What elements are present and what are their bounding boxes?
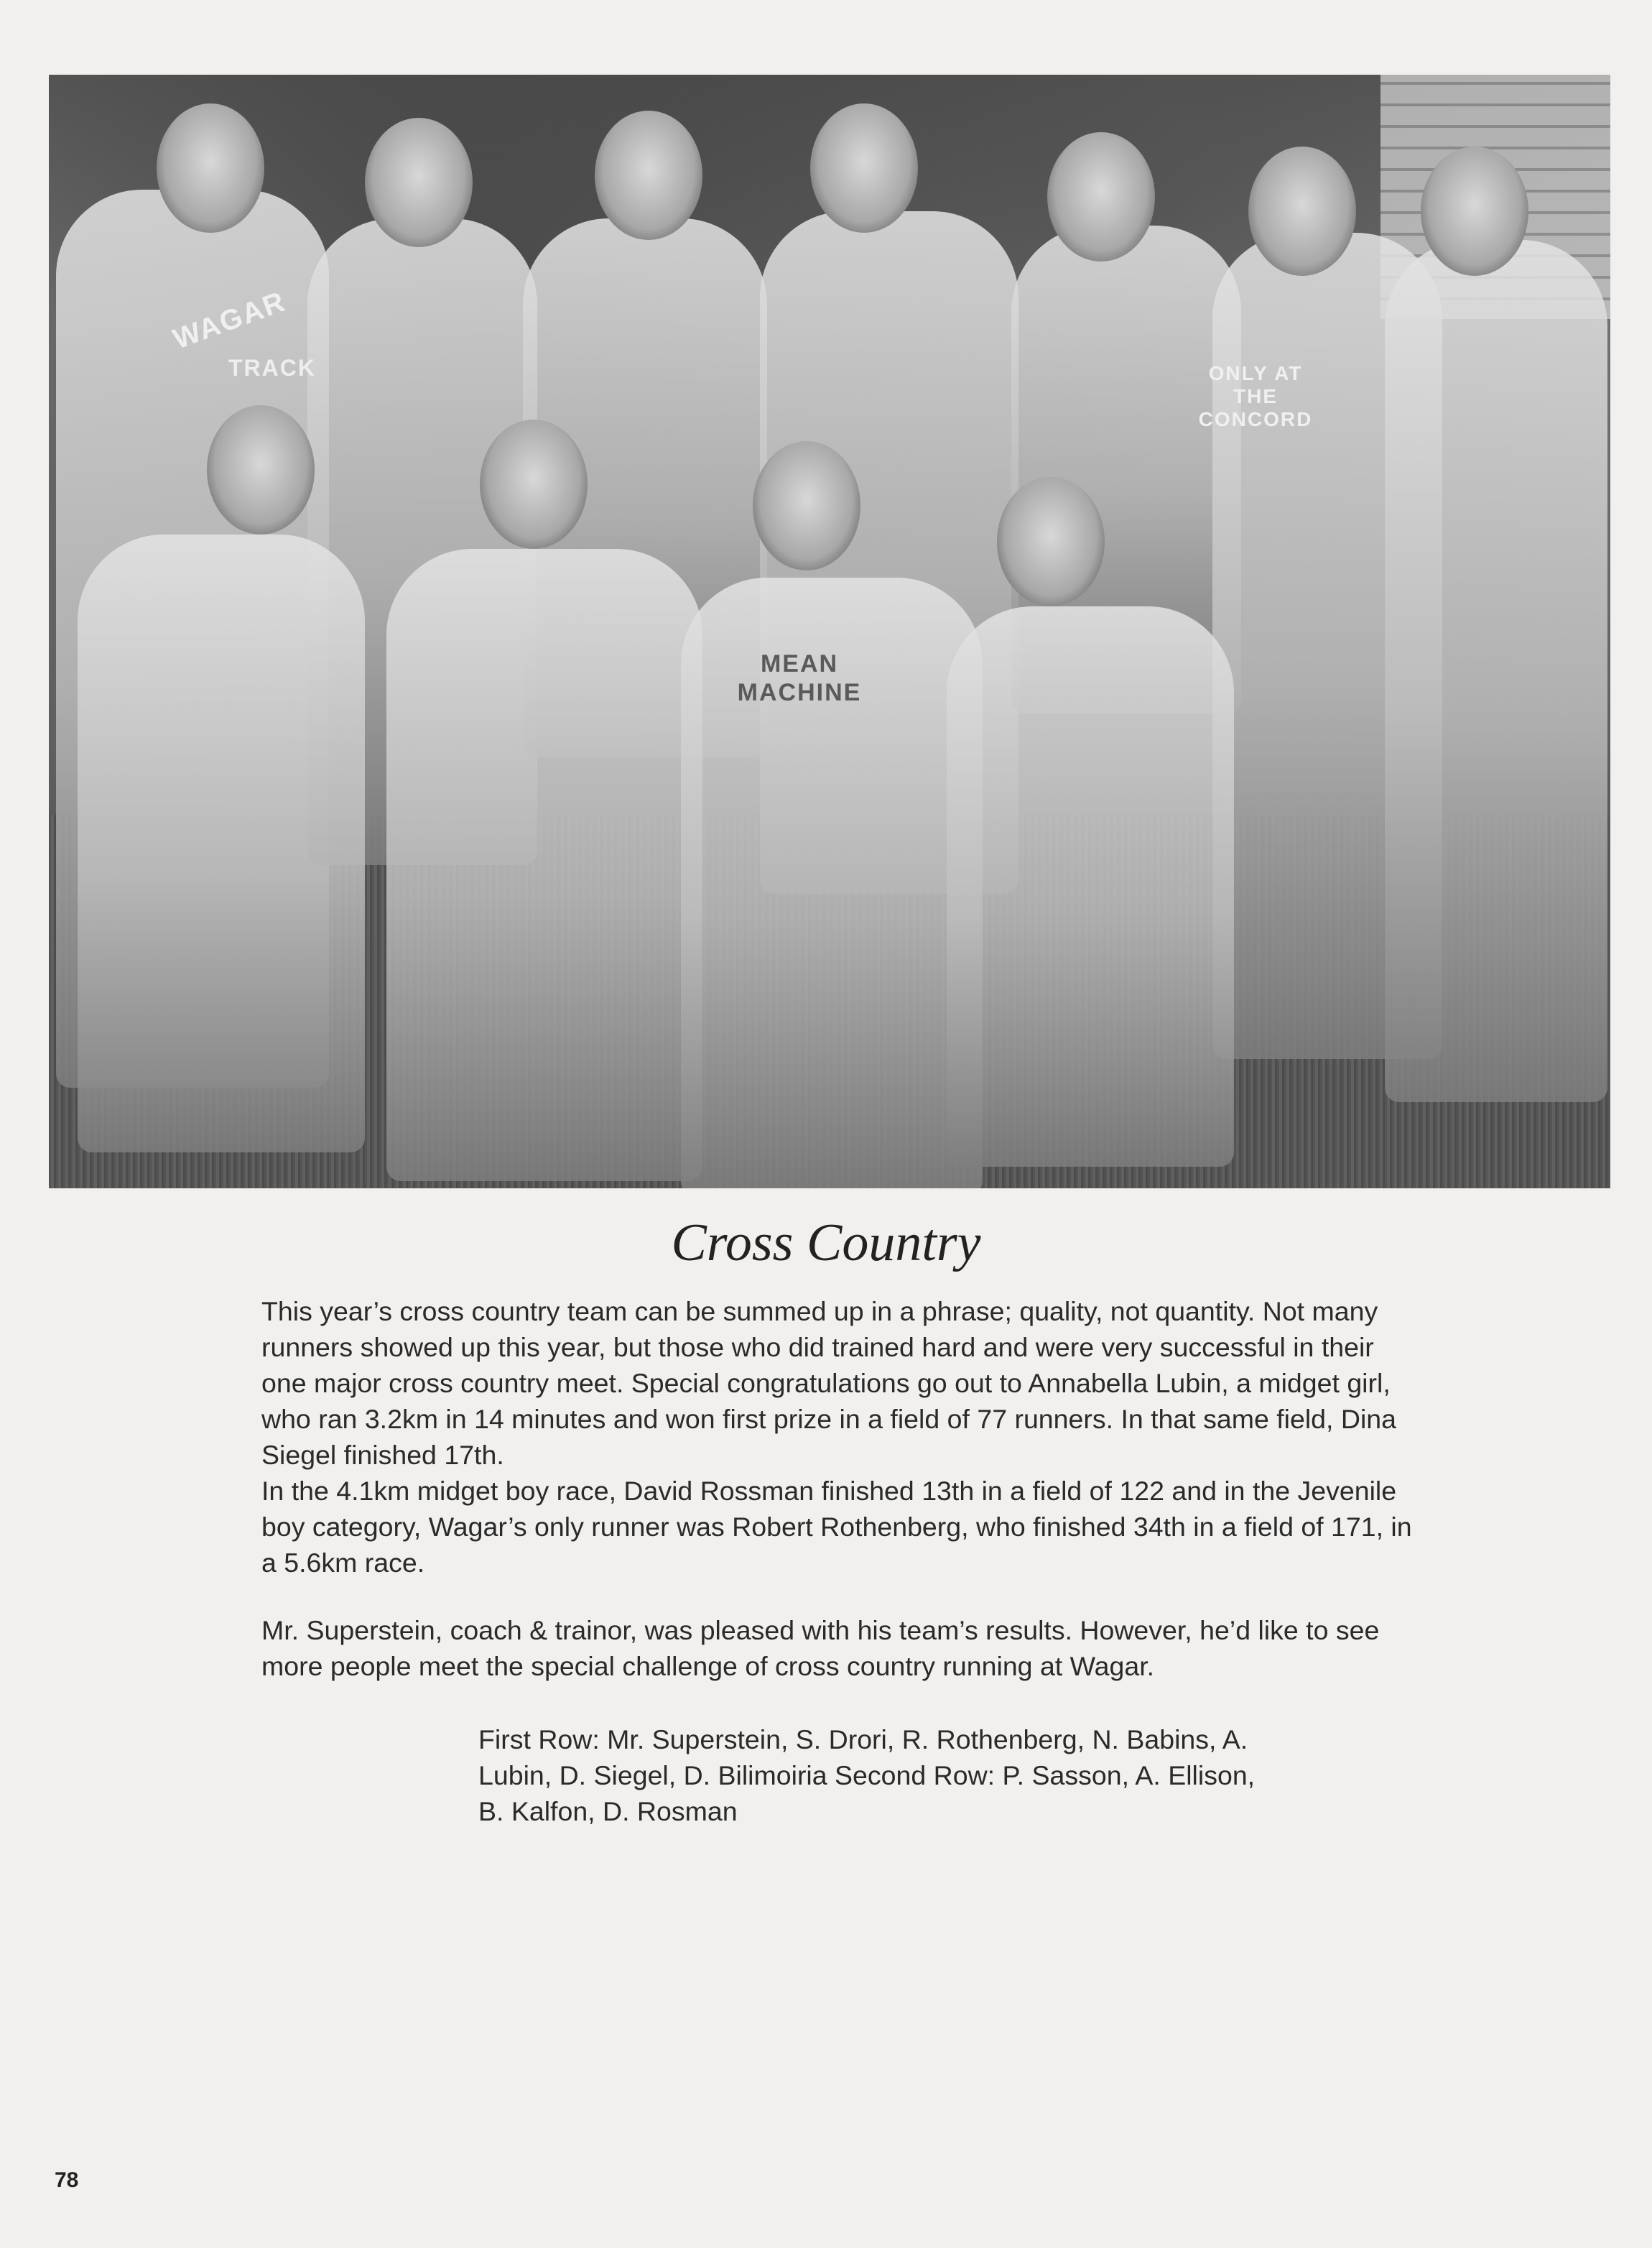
shirt-text-wagar: WAGAR: [169, 285, 290, 356]
person-head: [365, 118, 473, 247]
person-figure: [78, 535, 365, 1152]
paragraph-gap: [261, 1581, 1425, 1612]
person-head: [753, 441, 860, 570]
photo-caption: First Row: Mr. Superstein, S. Drori, R. Rothenberg, N. Babins, A. Lubin, D. Siegel, D. Bilimoiria Second Row: P. Sasson, A. Ellison, B. Kalfon, D. Rosman: [478, 1724, 1256, 1826]
article-paragraph: This year’s cross country team can be summed up in a phrase; quality, not quantity. Not many runners showed up this year, but those who did trained hard and were very successful in their one major cross country meet. Special congratulations go out to Annabella Lubin, a midget girl, who ran 3.2km in 14 minutes and won first prize in a field of 77 runners. In that same field, Dina Siegel finished 17th.: [261, 1296, 1396, 1470]
person-figure: [947, 606, 1234, 1167]
person-figure: [386, 549, 702, 1181]
person-head: [595, 111, 702, 240]
person-head: [1047, 132, 1155, 262]
page-number: 78: [55, 2168, 79, 2192]
shirt-text-track: TRACK: [228, 355, 316, 381]
person-figure: [1385, 240, 1607, 1102]
person-head: [480, 420, 588, 549]
article-body: [261, 1293, 1425, 1684]
person-head: [997, 477, 1105, 606]
article-paragraph: In the 4.1km midget boy race, David Rossman finished 13th in a field of 122 and in the Jevenile boy category, Wagar’s only runner was Robert Rothenberg, who finished 34th in a field of 171, in a 5.6km race.: [261, 1476, 1412, 1578]
article-paragraph: Mr. Superstein, coach & trainor, was pleased with his team’s results. However, he’d like to see more people meet the special challenge of cross country running at Wagar.: [261, 1615, 1380, 1681]
page-title: Cross Country: [671, 1213, 981, 1272]
person-head: [157, 103, 264, 233]
person-head: [207, 405, 315, 535]
shirt-text-mean-machine: MEAN MACHINE: [737, 650, 862, 706]
person-head: [810, 103, 918, 233]
team-photo: [49, 75, 1610, 1188]
person-head: [1248, 147, 1356, 276]
shirt-text-concord: ONLY AT THE CONCORD: [1198, 362, 1313, 430]
person-head: [1421, 147, 1528, 276]
